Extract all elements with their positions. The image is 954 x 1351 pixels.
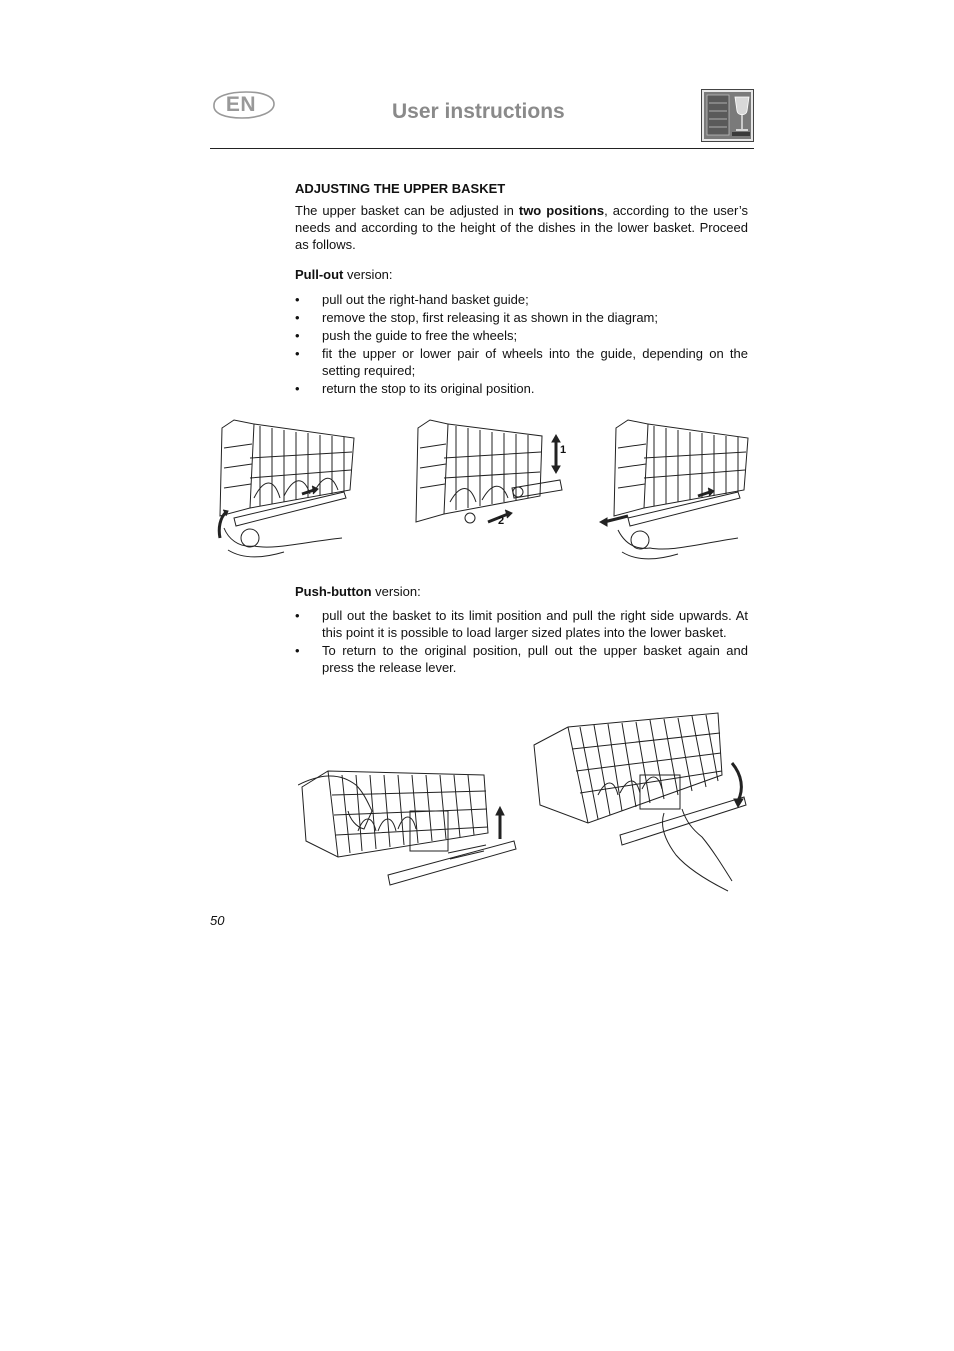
language-code: EN bbox=[225, 93, 257, 116]
list-item: • return the stop to its original position. bbox=[295, 380, 748, 397]
pushbutton-heading-rest: version: bbox=[371, 584, 421, 599]
intro-text-bold: two positions bbox=[518, 203, 605, 218]
pushbutton-steps-list bbox=[295, 607, 748, 677]
figure-label-1: 1 bbox=[560, 444, 567, 456]
figure-return-stop bbox=[598, 418, 750, 566]
pullout-heading-rest: version: bbox=[343, 267, 393, 282]
figure-release-lever bbox=[532, 705, 752, 895]
list-item: • push the guide to free the wheels; bbox=[295, 327, 748, 344]
intro-text-after: , according to the user’s needs and according to the height of the dishes in the lower basket. Proceed as follows. bbox=[295, 203, 748, 252]
pushbutton-heading-bold: Push-button bbox=[295, 584, 372, 599]
figure-pull-guide bbox=[214, 418, 356, 566]
intro-text-before: The upper basket can be adjusted in bbox=[295, 203, 519, 218]
pullout-heading-bold: Pull-out bbox=[295, 267, 344, 282]
list-item: • remove the stop, first releasing it as shown in the diagram; bbox=[295, 309, 748, 326]
page-title: User instructions bbox=[392, 100, 565, 123]
section-heading: ADJUSTING THE UPPER BASKET bbox=[295, 181, 506, 196]
list-item: • fit the upper or lower pair of wheels into the guide, depending on the setting required; bbox=[295, 345, 748, 379]
list-item: • pull out the right-hand basket guide; bbox=[295, 291, 748, 308]
pushbutton-heading bbox=[295, 584, 421, 599]
pullout-heading bbox=[295, 267, 393, 282]
list-item: • pull out the basket to its limit position and pull the right side upwards. At this point it is possible to load larger sized plates into the lower basket. bbox=[295, 607, 748, 641]
figure-lift-basket bbox=[298, 745, 518, 890]
dishwasher-icon bbox=[701, 89, 754, 142]
header-divider bbox=[210, 148, 754, 149]
pullout-steps-list bbox=[295, 291, 748, 398]
language-badge bbox=[210, 90, 276, 120]
figure-label-2: 2 bbox=[498, 515, 505, 527]
list-item: • To return to the original position, pull out the upper basket again and press the release lever. bbox=[295, 642, 748, 676]
intro-paragraph bbox=[295, 202, 748, 253]
page-number: 50 bbox=[210, 913, 225, 928]
figure-remove-stop bbox=[412, 418, 572, 530]
